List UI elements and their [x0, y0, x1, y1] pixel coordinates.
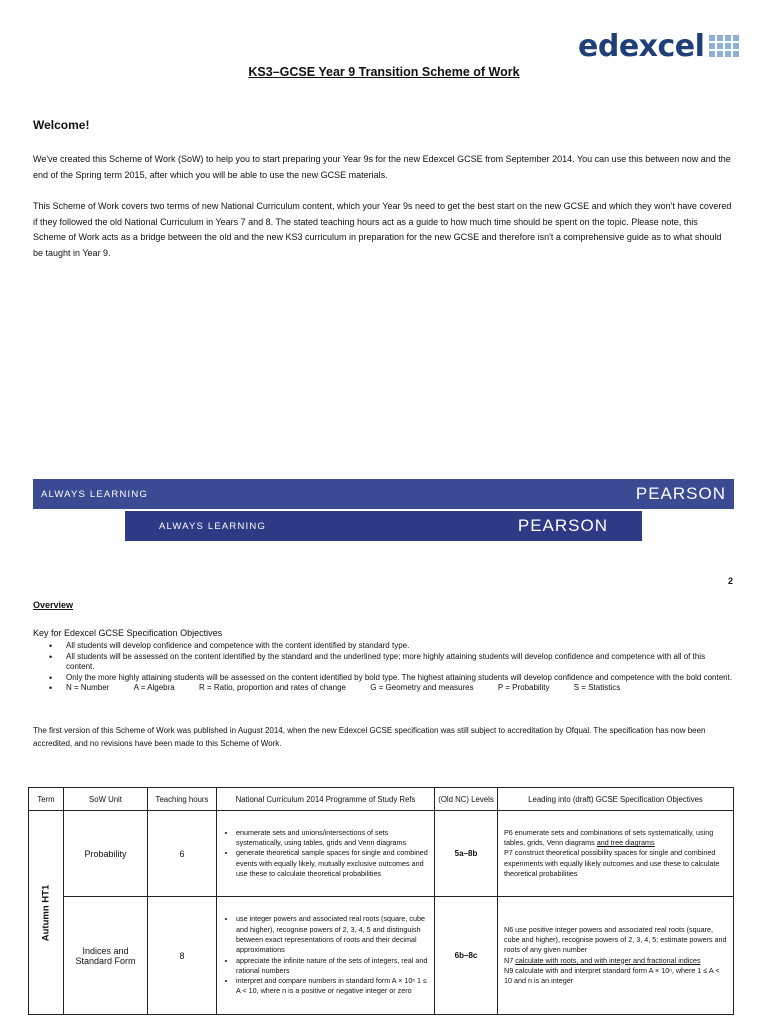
unit-cell: Probability — [64, 811, 148, 897]
header-levels: (Old NC) Levels — [435, 788, 498, 811]
legend-item: R = Ratio, proportion and rates of change — [198, 683, 346, 692]
gcse-cell — [498, 811, 734, 897]
nc-item: • enumerate sets and unions/intersections of sets systematically, using tables, grids and Venn diagrams — [236, 828, 429, 849]
legend-item: P = Probability — [497, 683, 550, 692]
key-item: • All students will develop confidence and competence with the content identified by standard type. — [33, 641, 733, 652]
intro-paragraph-2: This Scheme of Work covers two terms of new National Curriculum content, which your Year 9s need to get the best start on the new GCSE and which they won't have covered if they followed the old National Curriculum in Years 7 and 8. The stated teaching hours act as a guide to how much time should be spent on the topic. Please note, this Scheme of Work acts as a bridge between the old and the new KS3 curriculum in preparation for the new GCSE and therefore isn't a comprehensive guide as to what should be taught in Year 9. — [33, 201, 732, 258]
unit-cell: Indices and Standard Form — [64, 897, 148, 1015]
banner-logo-secondary: PEARSON — [517, 516, 608, 535]
logo-text: edexcel — [578, 28, 705, 64]
nc-item: • interpret and compare numbers in standard form A × 10ⁿ 1 ≤ A < 10, where n is a positive or negative integer or zero — [236, 976, 429, 997]
logo-grid-icon — [709, 35, 739, 57]
nc-cell — [217, 897, 435, 1015]
header-gcse: Leading into (draft) GCSE Specification Objectives — [498, 788, 734, 811]
hours-cell: 8 — [148, 897, 217, 1015]
page-number: 2 — [728, 576, 734, 586]
scheme-table — [28, 787, 734, 1015]
legend-item: S = Statistics — [573, 683, 621, 692]
legend-item: A = Algebra — [133, 683, 175, 692]
legend-item: N = Number — [66, 683, 110, 692]
version-note: The first version of this Scheme of Work was published in August 2014, when the new Edexcel GCSE specification was still subject to accreditation by Ofqual. The specification has now been accredited, and no revisions have been made to this Scheme of Work. — [33, 726, 706, 748]
document-title: KS3–GCSE Year 9 Transition Scheme of Work — [248, 65, 520, 79]
banner-logo: PEARSON — [635, 484, 726, 503]
gcse-objective: P7 construct theoretical possibility spaces for single and combined experiments with equally likely outcomes and use these to calculate theoretical probabilities — [504, 848, 720, 878]
key-heading: Key for Edexcel GCSE Specification Objectives — [33, 628, 223, 638]
intro-paragraph-1: We've created this Scheme of Work (SoW) to help you to start preparing your Year 9s for the new Edexcel GCSE from September 2014. You can use this between now and the end of the Spring term 2015, after which you will be able to use the new GCSE materials. — [33, 154, 731, 180]
pearson-banner — [33, 479, 734, 509]
key-legend — [33, 683, 733, 694]
hours-cell: 6 — [148, 811, 217, 897]
nc-cell — [217, 811, 435, 897]
pearson-banner-secondary — [125, 511, 642, 541]
gcse-objective: N6 use positive integer powers and associated real roots (square, cube and higher), recognise powers of 2, 3, 4, 5; estimate powers and roots of any given number — [504, 924, 727, 955]
table-header-row — [29, 788, 734, 811]
key-item: • All students will be assessed on the content identified by the standard and the underlined type; more highly attaining students will develop confidence and competence with all of this content. — [33, 652, 733, 673]
banner-tagline-secondary: ALWAYS LEARNING — [159, 520, 267, 532]
gcse-cell — [498, 897, 734, 1015]
levels-cell: 6b–8c — [435, 897, 498, 1015]
nc-item: • appreciate the infinite nature of the sets of integers, real and rational numbers — [236, 956, 429, 977]
gcse-objective: N9 calculate with and interpret standard form A × 10ⁿ, where 1 ≤ A < 10 and n is an integer — [504, 965, 720, 986]
gcse-objective: N7 calculate with roots, and with integer and fractional indices — [504, 955, 701, 965]
table-row — [29, 897, 734, 1015]
gcse-objective: P6 enumerate sets and combinations of sets systematically, using tables, grids, Venn diagrams and tree diagrams — [504, 827, 714, 848]
welcome-heading: Welcome! — [33, 118, 90, 132]
banner-tagline: ALWAYS LEARNING — [41, 488, 149, 500]
nc-item: • generate theoretical sample spaces for single and combined events with equally likely, mutually exclusive outcomes and use these to calculate theoretical probabilities — [236, 848, 429, 879]
nc-item: • use integer powers and associated real roots (square, cube and higher), recognise powers of 2, 3, 4, 5 and distinguish between exact representations of roots and their decimal approximations — [236, 914, 429, 955]
term-label: Autumn HT1 — [40, 884, 52, 941]
legend-item: G = Geometry and measures — [370, 683, 474, 692]
key-item: • Only the more highly attaining students will be assessed on the content identified by bold type. The highest attaining students will develop confidence and competence with the bold content. — [33, 673, 733, 684]
table-row — [29, 811, 734, 897]
overview-heading: Overview — [33, 600, 74, 610]
header-term: Term — [29, 788, 64, 811]
key-list — [33, 641, 733, 694]
header-nc: National Curriculum 2014 Programme of Study Refs — [217, 788, 435, 811]
header-unit: SoW Unit — [64, 788, 148, 811]
header-hours: Teaching hours — [148, 788, 217, 811]
levels-cell: 5a–8b — [435, 811, 498, 897]
edexcel-logo — [578, 30, 739, 62]
term-cell — [29, 811, 64, 1015]
